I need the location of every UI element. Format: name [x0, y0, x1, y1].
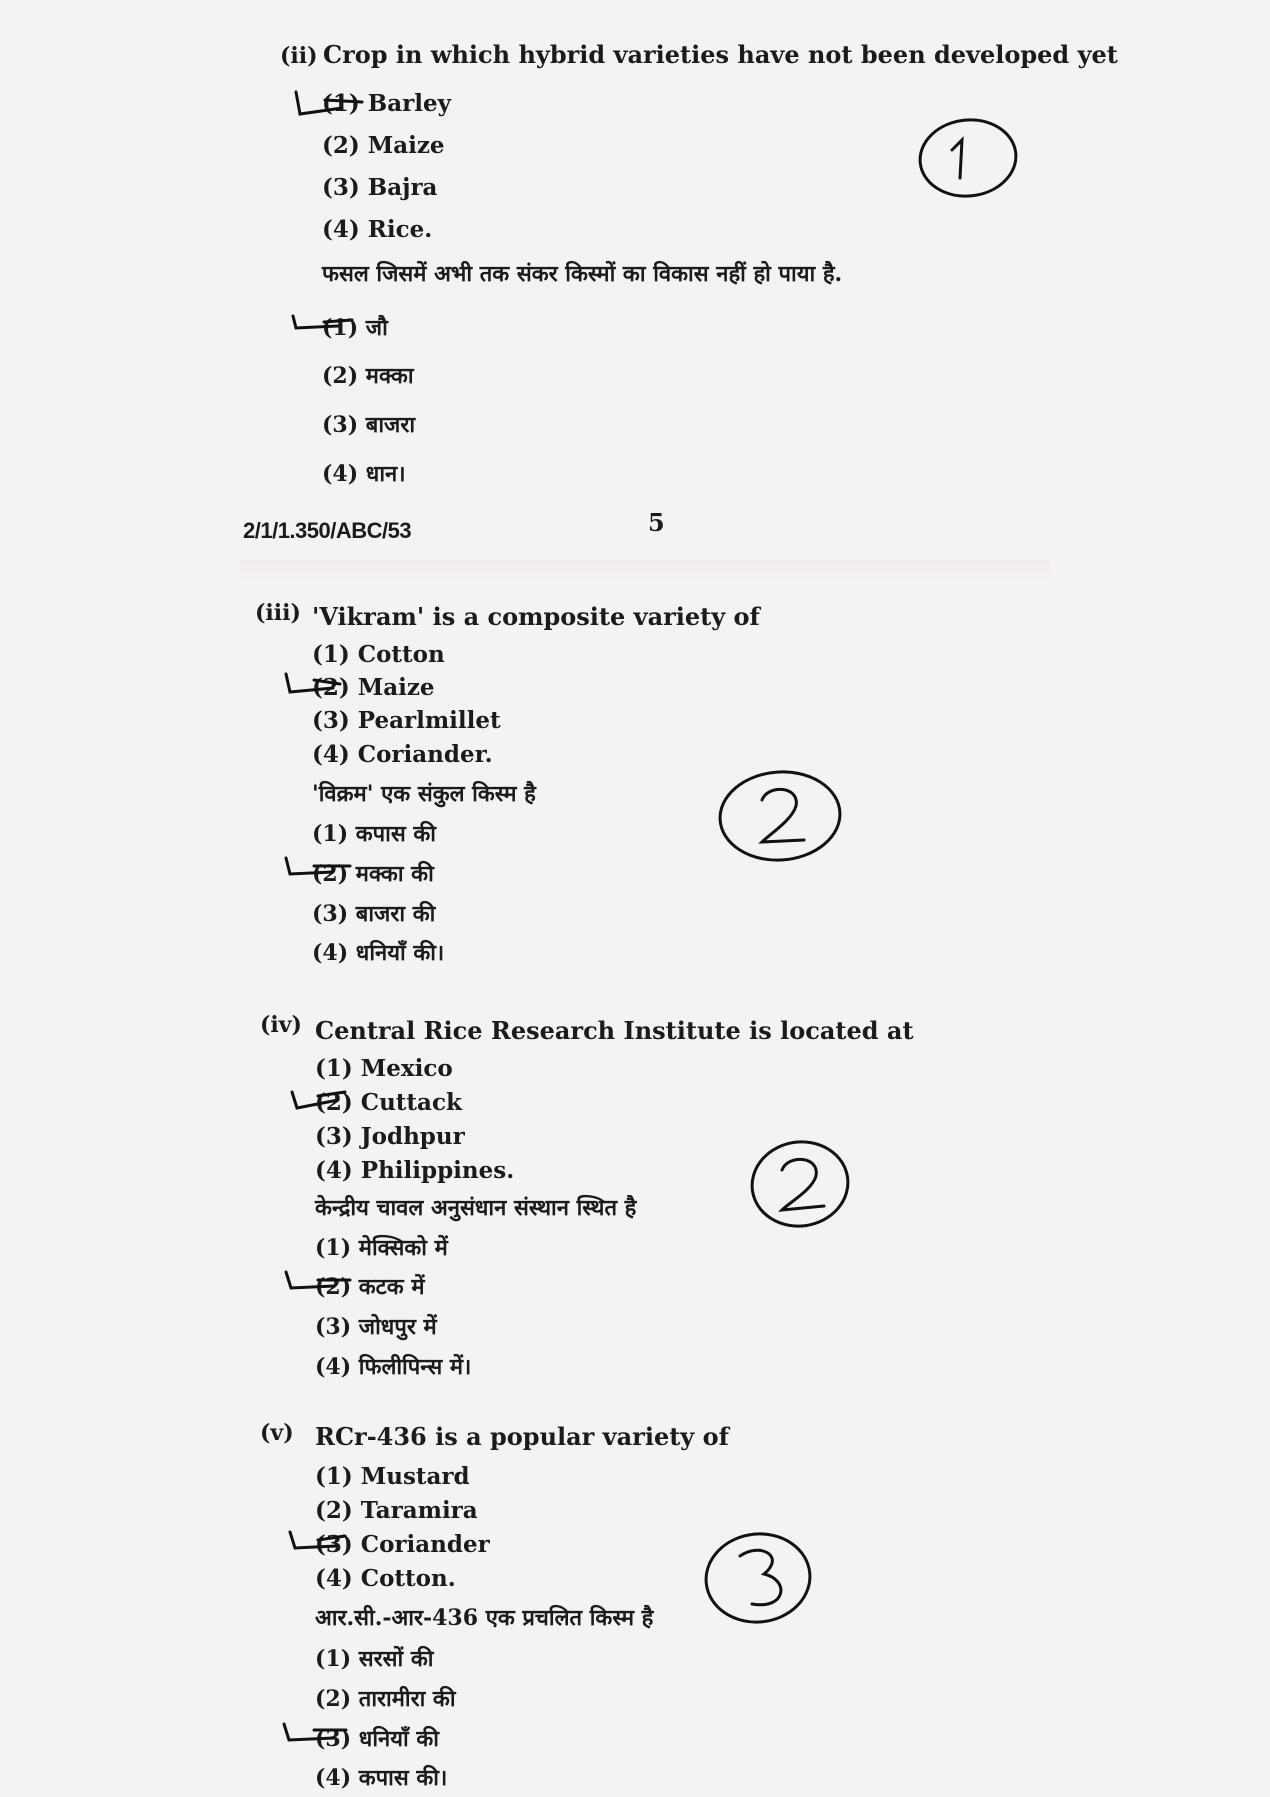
option-hi: (4) कपास की।: [315, 1765, 448, 1791]
option-en: (3) Bajra: [322, 174, 438, 201]
option-en: (4) Rice.: [322, 216, 433, 243]
question-stem-hi: आर.सी.-आर-436 एक प्रचलित किस्म है: [315, 1605, 654, 1631]
option-en: (2) Taramira: [315, 1497, 478, 1524]
option-en: (3) Coriander: [315, 1531, 490, 1558]
option-hi: (1) जौ: [322, 315, 388, 341]
option-hi: (3) बाजरा की: [312, 901, 436, 927]
tick-mark-icon: [286, 1272, 350, 1288]
option-hi: (4) धनियाँ की।: [312, 940, 445, 966]
question-number: (iv): [260, 1012, 302, 1038]
tick-mark-icon: [284, 1724, 346, 1740]
option-hi: (1) सरसों की: [315, 1646, 434, 1672]
option-en: (1) Barley: [322, 90, 451, 117]
option-en: (3) Jodhpur: [315, 1123, 465, 1150]
option-hi: (2) कटक में: [315, 1274, 425, 1300]
paper-code: 2/1/1.350/ABC/53: [243, 518, 412, 543]
option-en: (4) Philippines.: [315, 1157, 515, 1184]
circled-answer-2: [747, 1136, 854, 1233]
page-number: 5: [648, 508, 665, 537]
option-en: (3) Pearlmillet: [312, 707, 501, 734]
option-hi: (2) तारामीरा की: [315, 1686, 456, 1712]
question-stem-en: 'Vikram' is a composite variety of: [312, 602, 760, 631]
option-en: (2) Maize: [322, 132, 445, 159]
option-hi: (3) धनियाँ की: [315, 1726, 439, 1752]
option-en: (4) Coriander.: [312, 741, 493, 768]
question-stem-en: Central Rice Research Institute is located at: [315, 1016, 914, 1045]
option-hi: (1) कपास की: [312, 821, 437, 847]
option-en: (4) Cotton.: [315, 1565, 456, 1592]
option-hi: (3) जोधपुर में: [315, 1314, 437, 1340]
circled-answer-3: [702, 1529, 815, 1627]
option-en: (1) Mexico: [315, 1055, 453, 1082]
question-stem-en: Crop in which hybrid varieties have not been developed yet: [323, 40, 1118, 69]
option-en: (1) Mustard: [315, 1463, 470, 1490]
option-hi: (3) बाजरा: [322, 412, 416, 438]
option-hi: (1) मेक्सिको में: [315, 1235, 448, 1261]
option-en: (2) Cuttack: [315, 1089, 462, 1116]
option-hi: (2) मक्का: [322, 363, 414, 389]
tick-mark-icon: [292, 1092, 345, 1108]
question-stem-hi: फसल जिसमें अभी तक संकर किस्मों का विकास नहीं हो पाया है.: [322, 261, 843, 287]
option-hi: (4) फिलीपिन्स में।: [315, 1354, 472, 1380]
tick-mark-icon: [286, 674, 340, 692]
tick-mark-icon: [296, 92, 362, 114]
question-number: (v): [260, 1420, 294, 1446]
tick-mark-icon: [290, 1532, 345, 1548]
option-en: (2) Maize: [312, 674, 435, 701]
question-number: (iii): [255, 600, 301, 626]
question-stem-hi: 'विक्रम' एक संकुल किस्म है: [312, 781, 536, 807]
circled-answer-2: [717, 768, 843, 864]
circled-answer-1: [916, 115, 1019, 201]
question-stem-en: RCr-436 is a popular variety of: [315, 1422, 729, 1451]
tick-mark-icon: [293, 316, 352, 328]
option-hi: (4) धान।: [322, 461, 406, 487]
option-hi: (2) मक्का की: [312, 861, 434, 887]
question-stem-hi: केन्द्रीय चावल अनुसंधान संस्थान स्थित है: [315, 1195, 637, 1221]
option-en: (1) Cotton: [312, 641, 445, 668]
tick-mark-icon: [286, 858, 350, 874]
question-number: (ii): [280, 43, 318, 69]
